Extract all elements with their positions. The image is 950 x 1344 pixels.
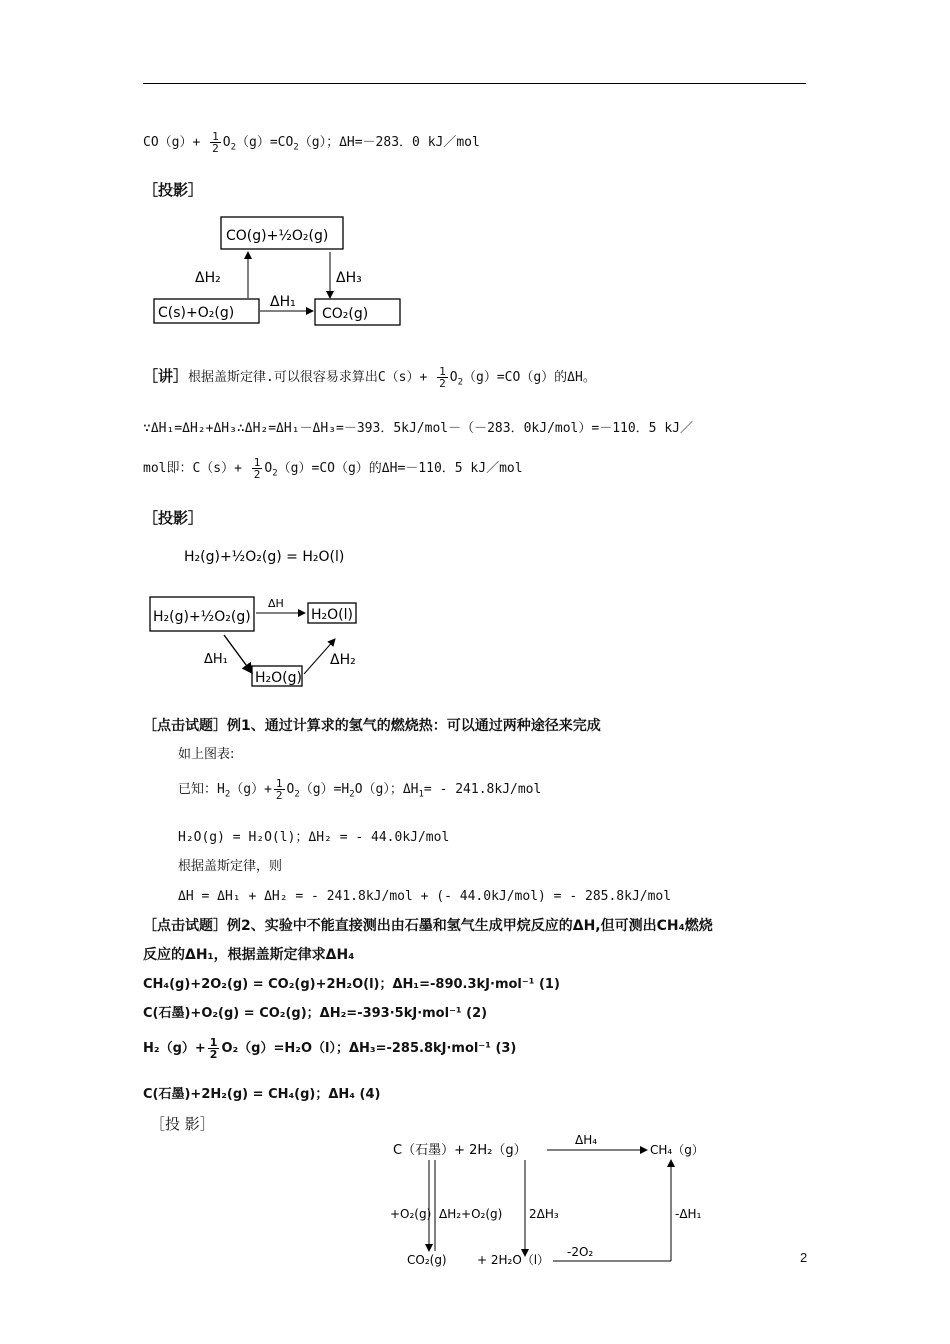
water-label: + 2H₂O（l） <box>477 1253 550 1267</box>
projection-label-1: ［投影］ <box>143 181 204 199</box>
example-1-intro: 如上图表: <box>178 747 235 762</box>
example-1-hess: 根据盖斯定律，则 <box>178 859 283 874</box>
example-1-result: ΔH = ΔH₁ + ΔH₂ = - 241.8kJ/mol + (- 44.0kJ/mol) = - 285.8kJ/mol <box>178 889 672 904</box>
lecture-line: ［讲］根据盖斯定律.可以很容易求算出C（s）+ $\frac{1}{2}$ $O_2(g)=CO(g)$的ΔH。 <box>143 365 596 390</box>
label-dh2: ΔH₂ <box>330 652 356 668</box>
label-dh3: ΔH₃ <box>336 270 362 286</box>
label-dh1: ΔH₁ <box>270 294 296 310</box>
label-minus-2o2: -2O₂ <box>567 1245 594 1259</box>
example-1-step2: H₂O(g) = H₂O(l)；ΔH₂ = - 44.0kJ/mol <box>178 830 450 845</box>
derivation-result: mol即：C（s）+ $\frac{1}{2}$ $O_2(g)=CO(g)$的ΔH=－110．5 kJ／mol <box>143 456 523 481</box>
methane-label: CH₄（g） <box>650 1143 704 1157</box>
fraction-half: $\frac{1}{2}$ <box>275 777 283 802</box>
derivation-line: ∵ΔH₁=ΔH₂+ΔH₃∴ΔH₂=ΔH₁－ΔH₃=－393．5kJ/mol－（－283．0kJ/mol）=－110．5 kJ／ <box>143 421 693 436</box>
equation-1: CH₄(g)+2O₂(g) = CO₂(g)+2H₂O(l)；ΔH₁=-890.3kJ·mol⁻¹ (1) <box>143 977 560 992</box>
label-dh1: ΔH₁ <box>204 652 228 667</box>
example-2-line-2: 反应的ΔH₁，根据盖斯定律求ΔH₄ <box>143 947 355 963</box>
label-o2-left: +O₂(g) <box>390 1207 432 1221</box>
example-1-given: 已知：$H_2(g)+$ $\frac{1}{2}$ $O_2(g)=H_2O(g)$；$\Delta H_1= - 241.8kJ/mol$ <box>178 777 542 802</box>
eq-h2-combustion: H₂(g)+½O₂(g) = H₂O(l) <box>184 549 345 565</box>
example-1-title: ［点击试题］例1、通过计算求的氢气的燃烧热：可以通过两种途径来完成 <box>143 718 601 734</box>
label-2dh3: 2ΔH₃ <box>529 1207 559 1221</box>
fraction-half: $\frac{1}{2}$ <box>439 365 446 390</box>
text: CO（g）+ <box>143 135 209 150</box>
arrow-dh1 <box>224 635 252 673</box>
equation-2: C(石墨)+O₂(g) = CO₂(g)；ΔH₂=-393·5kJ·mol⁻¹ (2) <box>143 1006 488 1021</box>
equation-co-combustion: CO（g）+ $\frac{1}{2}$ $O_2(g)=CO_2(g)$；ΔH=－283．0 kJ／mol <box>143 130 480 155</box>
projection-label-3: ［投 影］ <box>150 1115 215 1133</box>
label-dh: ΔH <box>268 597 284 610</box>
reactants-label: C（石墨）+ 2H₂（g） <box>393 1143 527 1158</box>
lecture-label: ［讲］ <box>143 367 189 385</box>
page-number: 2 <box>800 1250 808 1265</box>
fraction-half: $\frac{1}{2}$ <box>212 130 219 155</box>
label-dh4: ΔH₄ <box>575 1133 598 1147</box>
co2-label: CO₂(g) <box>407 1253 447 1267</box>
header-rule <box>143 83 806 84</box>
projection-label-2: ［投影］ <box>143 509 204 527</box>
equation-3: H₂（g）+ $\frac{1}{2}$ O₂（g）=H₂O（l）；ΔH₃=-285.8kJ·mol⁻¹ (3) <box>143 1036 517 1061</box>
box-co-o2-label: CO(g)+½O₂(g) <box>226 228 329 244</box>
hess-diagram-methane <box>385 1128 730 1273</box>
box-h2o-g-label: H₂O(g) <box>255 670 302 686</box>
equation-4: C(石墨)+2H₂(g) = CH₄(g)；ΔH₄ (4) <box>143 1087 381 1102</box>
box-co2-label: CO₂(g) <box>322 306 369 322</box>
label-dh2: ΔH₂ <box>195 270 221 286</box>
hess-diagram-h2o <box>148 535 388 695</box>
fraction-half: $\frac{1}{2}$ <box>209 1036 218 1061</box>
label-dh2-o2: ΔH₂+O₂(g) <box>439 1207 503 1221</box>
label-minus-dh1: -ΔH₁ <box>675 1207 702 1221</box>
box-h2-o2-label: H₂(g)+½O₂(g) <box>153 609 251 625</box>
box-h2o-l-label: H₂O(l) <box>311 607 353 623</box>
fraction-half: $\frac{1}{2}$ <box>253 456 261 481</box>
example-2-line-1: ［点击试题］例2、实验中不能直接测出由石墨和氢气生成甲烷反应的ΔH,但可测出CH₄燃烧 <box>143 918 713 934</box>
box-c-o2-label: C(s)+O₂(g) <box>158 305 235 321</box>
hess-diagram-co <box>150 210 410 330</box>
